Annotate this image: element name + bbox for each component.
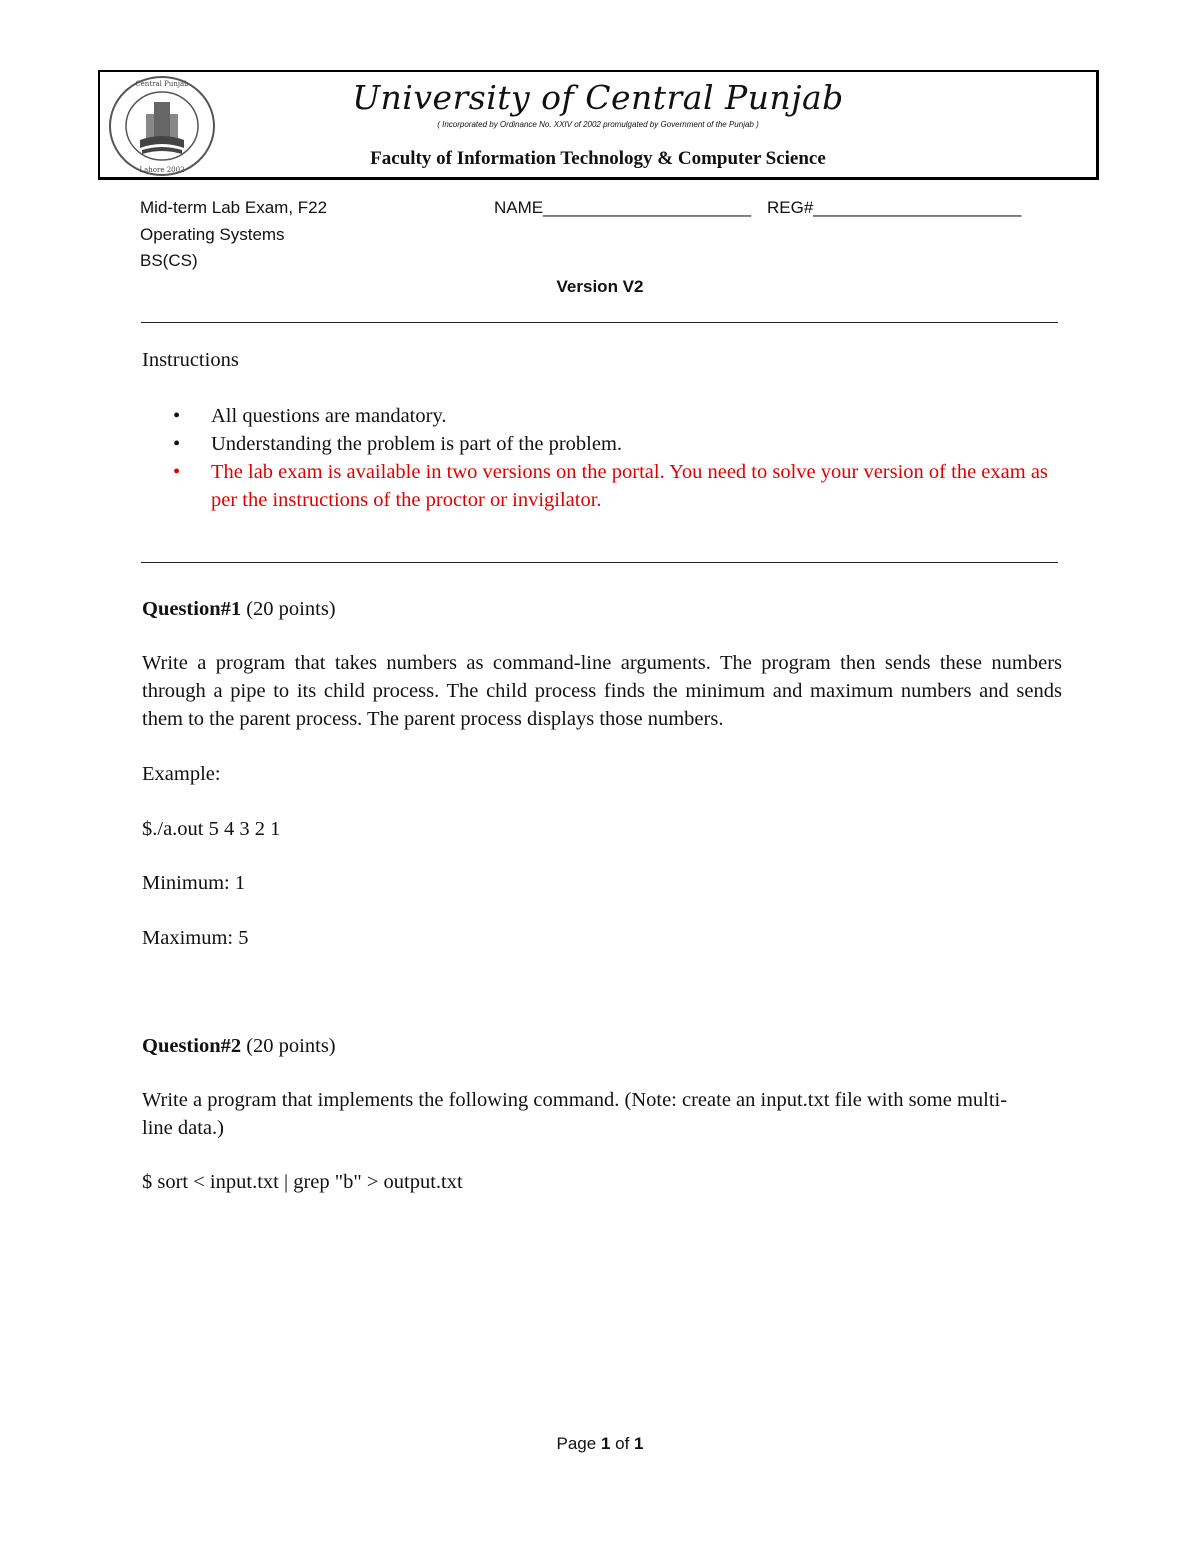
version-label: Version V2	[556, 277, 644, 296]
question-2-title	[142, 1032, 336, 1060]
example-label: Example:	[142, 763, 221, 785]
example-command: $./a.out 5 4 3 2 1	[142, 818, 281, 840]
svg-text:Central Punjab: Central Punjab	[135, 80, 189, 88]
svg-text:Lahore 2002: Lahore 2002	[139, 166, 185, 174]
page-footer	[0, 1434, 1200, 1454]
page-number: 1	[600, 1434, 611, 1453]
page-total: 1	[634, 1434, 644, 1453]
university-name: University of Central Punjab	[352, 78, 844, 117]
page-prefix: Page	[556, 1434, 601, 1453]
divider	[141, 322, 1058, 323]
question-2-number: Question#2	[142, 1035, 242, 1057]
page-of: of	[610, 1434, 635, 1453]
question-1-title	[142, 595, 336, 623]
faculty-name: Faculty of Information Technology & Computer Science	[370, 148, 826, 169]
reg-field: REG#______________________	[767, 198, 1022, 217]
instruction-item-highlight: • The lab exam is available in two versions on the portal. You need to solve your version of the exam as per the instructions of the proctor or invigilator.	[142, 458, 1062, 514]
instruction-item: • Understanding the problem is part of the problem.	[142, 430, 1062, 458]
question-2-points: (20 points)	[241, 1035, 336, 1057]
question-1-text: Write a program that takes numbers as command-line arguments. The program then sends these numbers through a pipe to its child process. The child process finds the minimum and maximum numbers and sends them to the parent process. The parent process displays those numbers.	[142, 652, 1062, 730]
instructions-title: Instructions	[142, 349, 239, 371]
question-1-points: (20 points)	[241, 598, 336, 620]
incorporation-note: ( Incorporated by Ordinance No. XXIV of 2002 promulgated by Government of the Punjab )	[437, 120, 759, 129]
exam-title: Mid-term Lab Exam, F22	[140, 198, 328, 217]
divider	[141, 562, 1058, 563]
example-maximum: Maximum: 5	[142, 927, 249, 949]
question-2-text: Write a program that implements the following command. (Note: create an input.txt file with some multi-line data.)	[142, 1089, 1008, 1139]
course-name: Operating Systems	[140, 225, 285, 244]
program-name: BS(CS)	[140, 251, 198, 270]
question-2-command: $ sort < input.txt | grep "b" > output.txt	[142, 1171, 463, 1193]
header-box	[98, 70, 1099, 180]
example-minimum: Minimum: 1	[142, 872, 246, 894]
instruction-item: • All questions are mandatory.	[142, 402, 1062, 430]
instructions-list	[142, 402, 1062, 514]
name-field: NAME______________________	[494, 198, 752, 217]
question-1-number: Question#1	[142, 598, 242, 620]
